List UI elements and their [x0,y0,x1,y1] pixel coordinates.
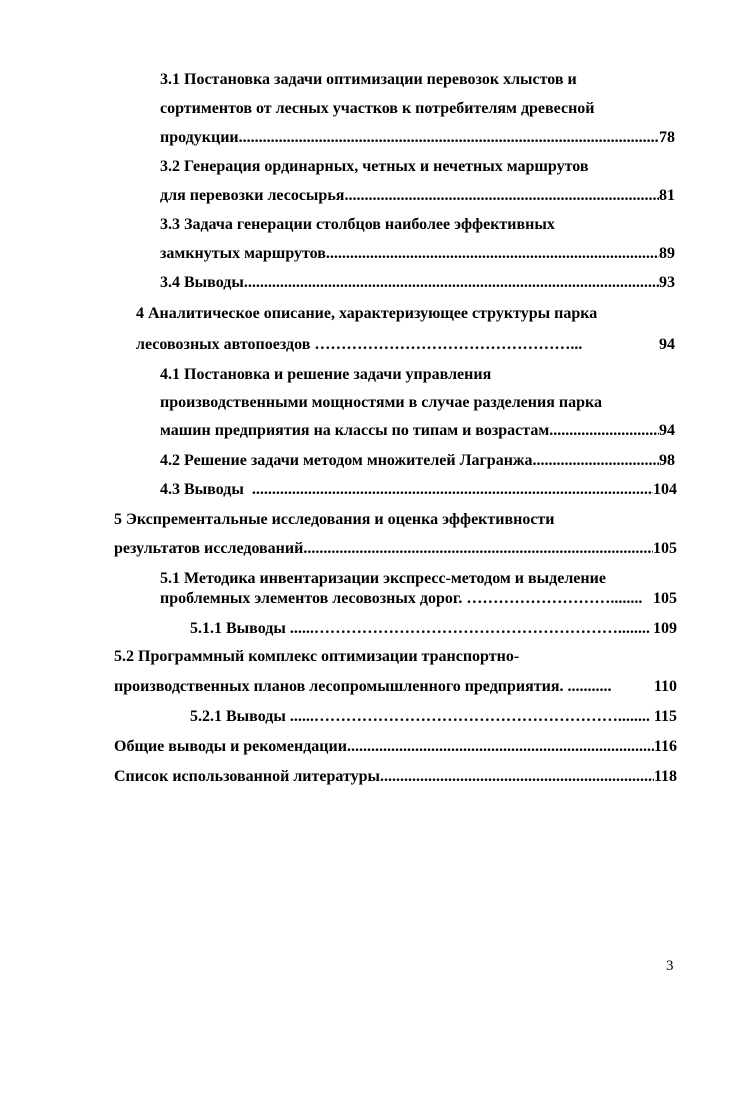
toc-4-page: 94 [659,336,675,353]
leader-dots [244,273,659,293]
toc-3-3-line-1: 3.3 Задача генерации столбцов наиболее эффективных [160,216,555,233]
toc-3-2-line-1: 3.2 Генерация ординарных, четных и нечетных маршрутов [160,158,589,175]
toc-4-2-title: 4.2 Решение задачи методом множителей Лагранжа [160,452,533,469]
toc-5-2-line-2: производственных планов лесопромышленного предприятия. ........... [114,678,612,695]
toc-5-1-page: 105 [653,590,677,607]
toc-3-1-line-1: 3.1 Постановка задачи оптимизации перевозок хлыстов и [160,71,577,88]
toc-3-4-page: 93 [659,274,675,291]
toc-5-line-1: 5 Экспрементальные исследования и оценка эффективности [114,511,555,528]
page-number: 3 [666,958,674,974]
toc-5-1-line-1: 5.1 Методика инвентаризации экспресс-методом и выделение [160,570,606,587]
leader-dots [326,244,659,264]
leader-dots [533,451,659,471]
toc-entry-3-2[interactable] [160,186,675,206]
toc-5-page: 105 [653,540,677,557]
toc-4-line-1: 4 Аналитическое описание, характеризующее структуры парка [136,305,598,322]
leader-dots [303,539,653,559]
toc-4-line-2: лесовозных автопоездов …………………………………………... [136,336,583,353]
toc-general-page: 116 [653,738,677,755]
toc-5-2-page: 110 [653,678,677,695]
toc-entry-3-3[interactable] [160,244,675,264]
toc-4-1-line-1: 4.1 Постановка и решение задачи управления [160,366,492,383]
toc-3-3-line-2: замкнутых маршрутов [160,245,326,262]
leader-dots [380,767,654,787]
toc-5-2-line-1: 5.2 Программный комплекс оптимизации транспортно- [114,648,520,665]
toc-entry-3-4[interactable] [160,273,675,293]
toc-entry-5-2[interactable] [114,677,677,697]
toc-5-1-line-2: проблемных элементов лесовозных дорог. ………………………........ [160,590,643,607]
toc-3-3-page: 89 [659,245,675,262]
toc-4-2-page: 98 [659,452,675,469]
toc-3-4-title: 3.4 Выводы [160,274,244,291]
toc-5-2-1-title: 5.2.1 Выводы ......…………………………………………………........ [190,708,650,725]
toc-4-1-line-3: машин предприятия на классы по типам и возрастам [160,422,550,439]
leader-dots [239,128,659,148]
toc-5-2-1-page: 115 [653,708,677,725]
toc-4-3-page: 104 [653,481,677,498]
toc-entry-5-2-1[interactable] [190,707,677,727]
toc-biblio-page: 118 [653,768,677,785]
toc-4-1-line-2: производственными мощностями в случае разделения парка [160,394,602,411]
toc-3-2-line-2: для перевозки лесосырья [160,187,345,204]
toc-4-1-page: 94 [659,422,675,439]
toc-3-1-line-2: сортиментов от лесных участков к потребителям древесной [160,100,595,117]
toc-entry-bibliography[interactable] [114,767,677,787]
toc-entry-4-3[interactable] [160,480,677,500]
toc-entry-5-1[interactable] [160,589,677,609]
toc-entry-5[interactable] [114,539,677,559]
toc-entry-4[interactable] [136,335,675,355]
toc-5-1-1-page: 109 [653,620,677,637]
toc-entry-4-2[interactable] [160,451,675,471]
toc-entry-3-1[interactable] [160,128,675,148]
toc-entry-5-1-1[interactable] [190,619,677,639]
toc-4-3-title: 4.3 Выводы [160,481,244,498]
toc-3-2-page: 81 [659,187,675,204]
toc-general-title: Общие выводы и рекомендации [114,738,347,755]
leader-dots [344,186,659,206]
toc-5-line-2: результатов исследований [114,540,304,557]
toc-biblio-title: Список использованной литературы [114,768,380,785]
leader-dots [252,480,653,500]
leader-dots [347,737,654,757]
toc-entry-general-conclusions[interactable] [114,737,677,757]
toc-3-1-line-3: продукции [160,129,239,146]
toc-entry-4-1[interactable] [160,421,675,441]
leader-dots [549,421,659,441]
toc-3-1-page: 78 [659,129,675,146]
toc-5-1-1-title: 5.1.1 Выводы ......…………………………………………………........ [190,620,650,637]
